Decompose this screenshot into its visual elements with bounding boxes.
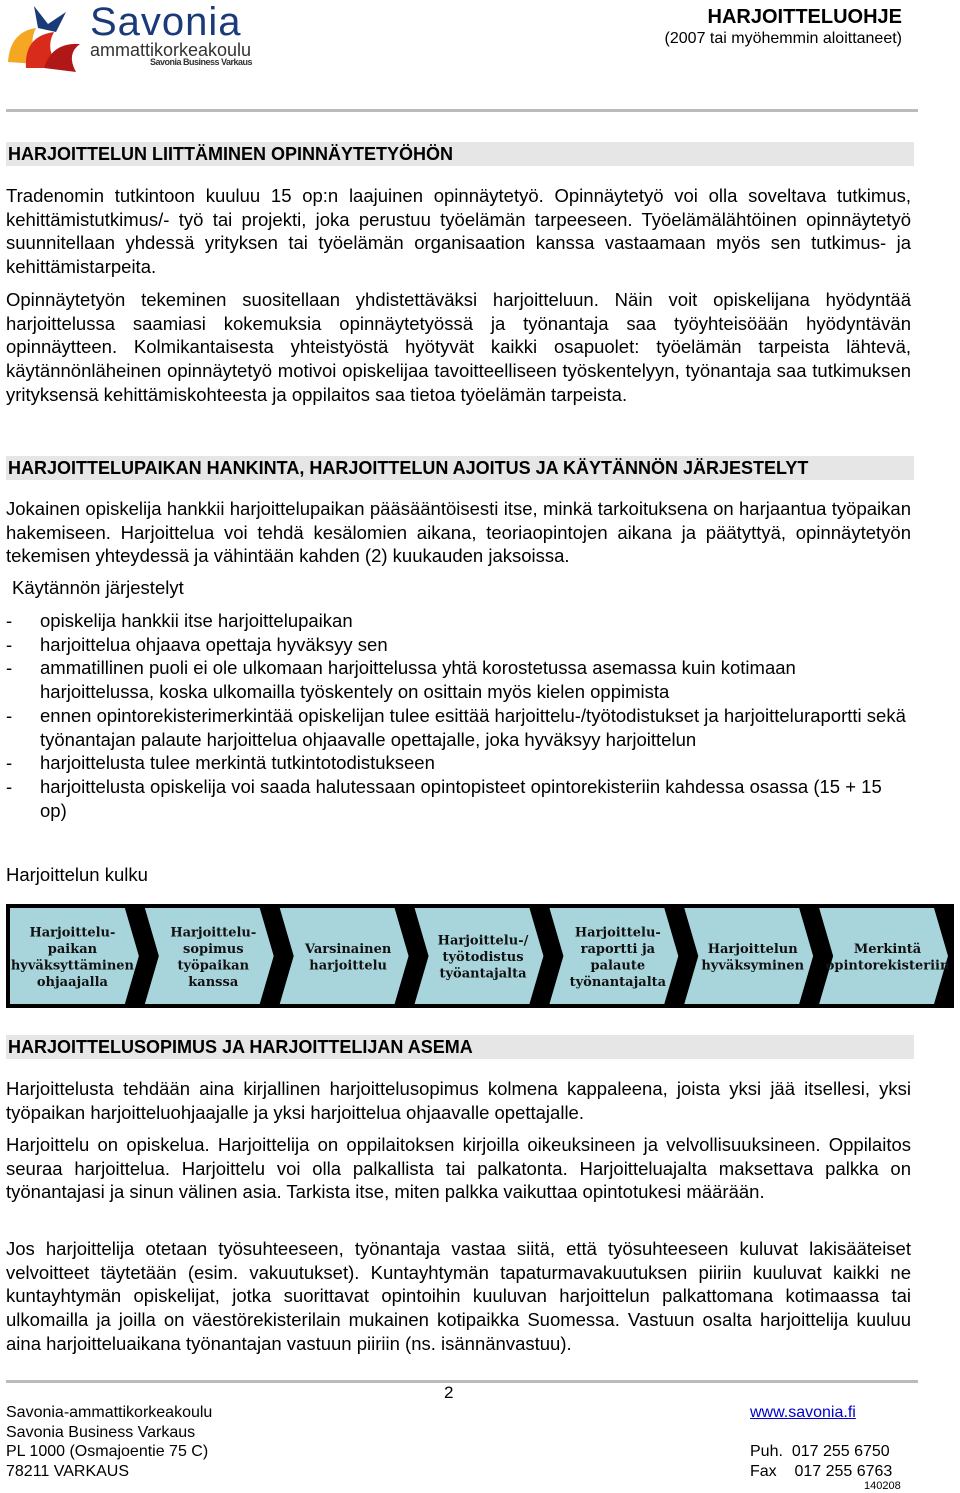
list-item: - ennen opintorekisterimerkintää opiskelijan tulee esittää harjoittelu-/työtodistukset ja harjoitteluraportti sekä työnantajan palaute harjoittelua ohjaavalle opettajalle, joka hyväksyy harjoittelun xyxy=(6,704,906,750)
process-flow-label: Harjoittelun kulku xyxy=(6,864,148,885)
flow-step-label: Varsinainen harjoittelu xyxy=(304,941,392,974)
footer-postcode: 78211 VARKAUS xyxy=(6,1463,130,1481)
arrangements-list xyxy=(6,609,911,822)
footer-address xyxy=(6,1403,212,1482)
phone-number: 017 255 6750 xyxy=(791,1443,890,1461)
paragraph-trainee-status: Harjoittelu on opiskelua. Harjoittelija on oppilaitoksen kirjoilla oikeuksineen ja velvollisuuksineen. Oppilaitos seuraa harjoittelua. Harjoittelu voi olla palkallista tai palkatonta. Harjoitteluajalta maksettava palkka on työnantajasi ja sinun välinen asia. Tarkista itse, miten palkka vaikuttaa opintotukesi määrään. xyxy=(6,1134,911,1203)
footer-divider xyxy=(6,1380,918,1383)
footer-po-box: PL 1000 (Osmajoentie 75 C) xyxy=(6,1443,209,1461)
flow-step-label: Harjoittelu-paikan hyväksyttäminen ohjaajalla xyxy=(10,925,135,990)
list-item: - harjoittelusta tulee merkintä tutkintotodistukseen xyxy=(6,752,435,774)
flow-step-label: Harjoittelun hyväksyminen xyxy=(701,941,805,974)
flow-step-label: Harjoittelu-sopimus työpaikan kanssa xyxy=(170,925,257,990)
footer-org: Savonia-ammattikorkeakoulu xyxy=(6,1404,213,1421)
document-title: HARJOITTELUOHJE xyxy=(707,6,902,28)
paragraph-thesis-intro: Tradenomin tutkintoon kuuluu 15 op:n laajuinen opinnäytetyö. Opinnäytetyö voi olla soveltava tutkimus, kehittämistutkimus/- työ tai projekti, joka perustuu työelämän tarpeeseen. Työelämälähtöinen opinnäytetyö suunnitellaan yhdessä yrityksen tai työelämän organisaation kanssa vastaamaan myös sen tutkimus- ja kehittämistarpeita. xyxy=(6,185,911,278)
fax-number: 017 255 6763 xyxy=(794,1463,893,1481)
list-item: - ammatillinen puoli ei ole ulkomaan harjoittelussa yhtä korostetussa asemassa kuin kotimaan harjoittelussa, koska ulkomailla työskentely on osittain myös kielen oppimista xyxy=(6,657,796,703)
logo-wordmark: Savonia xyxy=(90,0,242,44)
paragraph-insurance: Jos harjoittelija otetaan työsuhteeseen, työnantaja vastaa siitä, että työsuhteeseen kuluvat lakisääteiset velvoitteet täytetään (esim. vakuutukset). Kuntayhtymän tapaturmavakuutuksen piiriin kuuluvat kaikki ne kuntayhtymän opiskelijat, jotka suorittavat opintoihin kuuluvan harjoittelun palkattomana kotimaassa tai ulkomailla ja joilla on väestörekisterilain mukainen kotipaikka Suomessa. Vastuun osalta harjoittelija kuuluu aina harjoitteluaikana työnantajan vastuun piiriin (ns. isännänvastuu). xyxy=(6,1238,911,1354)
website-link[interactable]: www.savonia.fi xyxy=(750,1404,856,1421)
phone-label: Puh. xyxy=(750,1443,783,1461)
fax-label: Fax xyxy=(750,1463,777,1481)
header-divider xyxy=(6,109,918,112)
flow-step-label: Harjoittelu-raportti ja palaute työnantajalta xyxy=(569,925,667,990)
logo-unit: Savonia Business Varkaus xyxy=(150,57,253,67)
list-item: - harjoittelusta opiskelija voi saada halutessaan opintopisteet opintorekisteriin kahdessa osassa (15 + 15 op) xyxy=(6,775,882,821)
page-number: 2 xyxy=(444,1383,454,1402)
practical-arrangements-label: Käytännön järjestelyt xyxy=(12,577,184,598)
document-code: 140208 xyxy=(864,1480,901,1492)
logo-subtitle: ammattikorkeakoulu xyxy=(90,40,252,60)
list-item: - harjoittelua ohjaava opettaja hyväksyy sen xyxy=(6,633,388,655)
section-heading-contract: HARJOITTELUSOPIMUS JA HARJOITTELIJAN ASEMA xyxy=(6,1035,914,1059)
flow-step-label: Harjoittelu-/ työtodistus työantajalta xyxy=(437,933,529,982)
section-heading-arrangements: HARJOITTELUPAIKAN HANKINTA, HARJOITTELUN AJOITUS JA KÄYTÄNNÖN JÄRJESTELYT xyxy=(6,456,914,480)
footer-contact xyxy=(750,1403,940,1482)
section-heading-thesis: HARJOITTELUN LIITTÄMINEN OPINNÄYTETYÖHÖN xyxy=(6,142,914,166)
paragraph-contract: Harjoittelusta tehdään aina kirjallinen harjoittelusopimus kolmena kappaleena, joista yksi jää itsellesi, yksi työpaikan harjoitteluohjaajalle ja yksi harjoittelua ohjaavalle opettajalle. xyxy=(6,1078,911,1123)
flow-step-label: Merkintä opintorekisteriin xyxy=(825,941,950,974)
document-subtitle: (2007 tai myöhemmin aloittaneet) xyxy=(664,30,902,47)
footer-unit: Savonia Business Varkaus xyxy=(6,1423,196,1441)
list-item: - opiskelija hankkii itse harjoittelupaikan xyxy=(6,610,353,631)
process-flow-diagram xyxy=(6,904,954,1008)
paragraph-thesis-recommendation: Opinnäytetyön tekeminen suositellaan yhdistettäväksi harjoitteluun. Näin voit opiskelijana hyödyntää harjoittelussa saamiasi kokemuksia opinnäytetyössä ja työnantaja saa työyhteisöään hyödyntävän opinnäytteen. Kolmikantaisesta yhteistyöstä hyötyvät kaikki osapuolet: työelämän tarpeista lähtevä, käytännönläheinen opinnäytetyö motivoi opiskelijaa tavoitteelliseen työskentelyyn, työnantaja saa tutkimuksen yrityksensä kehittämiskohteesta ja oppilaitos saa tietoa työelämän tarpeista. xyxy=(6,289,911,405)
paragraph-placement-search: Jokainen opiskelija hankkii harjoittelupaikan pääsääntöisesti itse, minkä tarkoituksena on harjaantua työpaikan hakemiseen. Harjoittelua voi tehdä kesälomien aikana, teoriaopintojen aikana ja päätyttyä, opinnäytetyön tekemisen yhteydessä ja vähintään kahden (2) kuukauden jaksoissa. xyxy=(6,498,911,567)
